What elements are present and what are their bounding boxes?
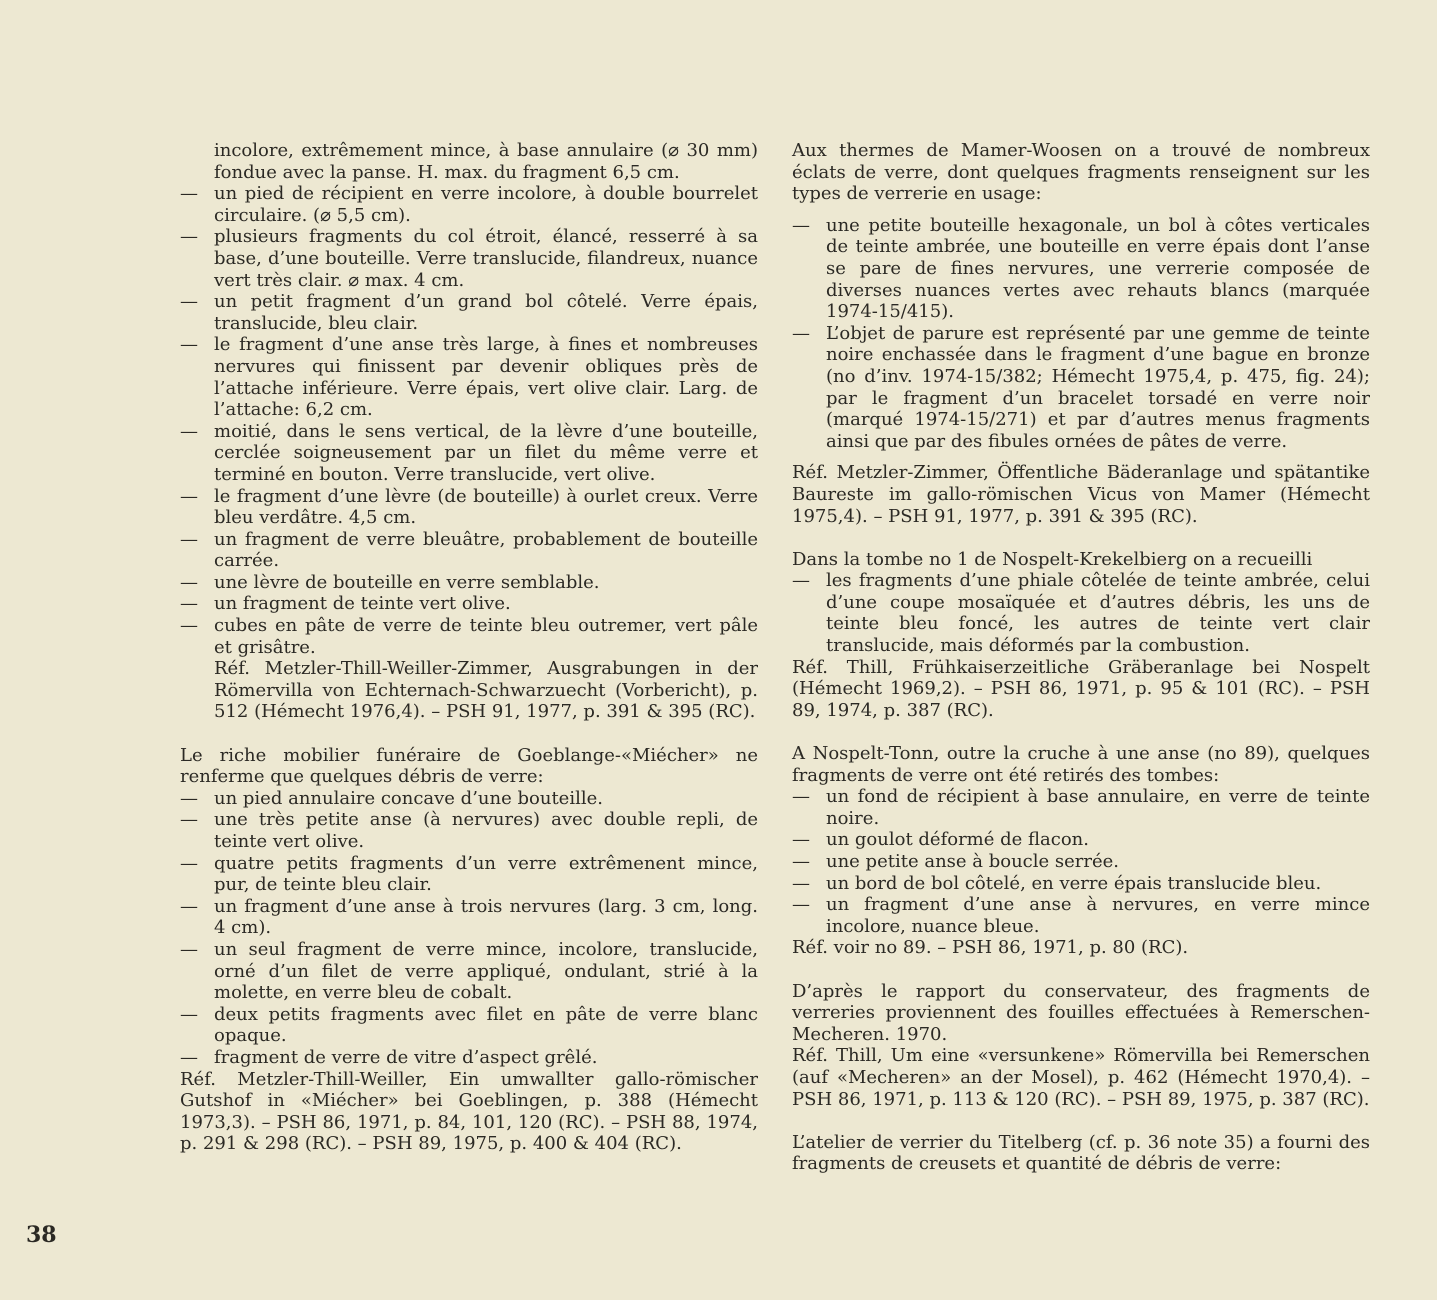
dash-marker: — <box>180 528 198 550</box>
paragraph-gap <box>792 1110 1370 1132</box>
list-item <box>180 615 758 658</box>
dash-marker: — <box>180 1046 198 1068</box>
dash-marker: — <box>792 322 810 344</box>
paragraph-gap <box>792 205 1370 215</box>
paragraph: Dans la tombe no 1 de Nospelt-Krekelbierg on a recueilli <box>792 548 1313 570</box>
list-item <box>792 829 1370 851</box>
continuation-text: incolore, extrêmement mince, à base annulaire (⌀ 30 mm) fondue avec la panse. H. max. du fragment 6,5 cm. <box>214 140 758 183</box>
list-item-text: L’objet de parure est représenté par une gemme de teinte noire enchassée dans le fragment d’une bague en bronze (no d’inv. 1974-15/382; Hémecht 1975,4, p. 475, fig. 24); par le fragment d’un bracelet torsadé en verre noir (marqué 1974-15/271) et par d’autres menus fragments ainsi que par des fibules ornées de pâtes de verre. <box>826 322 1370 452</box>
list-item-text: un fragment d’une anse à trois nervures (larg. 3 cm, long. 4 cm). <box>214 895 758 939</box>
list-item-text: plusieurs fragments du col étroit, élancé, resserré à sa base, d’une bouteille. Verre translucide, filandreux, nuance vert très clair. ⌀ max. 4 cm. <box>214 226 758 291</box>
list-item <box>180 226 758 291</box>
list-item-text: cubes en pâte de verre de teinte bleu outremer, vert pâle et grisâtre. <box>214 615 758 658</box>
list-item <box>180 334 758 420</box>
paragraph: Réf. Metzler-Thill-Weiller, Ein umwallter gallo-römischer Gutshof in «Miécher» bei Goeblingen, p. 388 (Hémecht 1973,3). – PSH 86, 1971, p. 84, 101, 120 (RC). – PSH 88, 1974, p. 291 & 298 (RC). – PSH 89, 1975, p. 400 & 404 (RC). <box>180 1068 758 1155</box>
dash-marker: — <box>180 420 198 442</box>
paragraph: Réf. voir no 89. – PSH 86, 1971, p. 80 (RC). <box>792 937 1189 959</box>
paragraph-gap <box>792 527 1370 549</box>
list-item-text: le fragment d’une lèvre (de bouteille) à ourlet creux. Verre bleu verdâtre. 4,5 cm. <box>214 485 758 529</box>
list-item <box>180 486 758 529</box>
dash-marker: — <box>180 485 198 507</box>
list-item <box>180 183 758 226</box>
list-item <box>792 873 1370 895</box>
list-item-text: une très petite anse (à nervures) avec double repli, de teinte vert olive. <box>214 809 758 852</box>
list-item-text: un fragment d’une anse à nervures, en verre mince incolore, nuance bleue. <box>826 894 1370 937</box>
list-item <box>180 593 758 615</box>
paragraph: Réf. Thill, Um eine «versunkene» Römervilla bei Remerschen (auf «Mecheren» an der Mosel), p. 462 (Hémecht 1970,4). – PSH 86, 1971, p. 113 & 120 (RC). – PSH 89, 1975, p. 387 (RC). <box>792 1045 1370 1110</box>
list-item <box>180 572 758 594</box>
list-item-text: un goulot déformé de flacon. <box>826 829 1089 851</box>
dash-marker: — <box>180 852 198 874</box>
list-item <box>180 529 758 572</box>
paragraph-gap <box>180 723 758 745</box>
dash-marker: — <box>180 334 198 356</box>
list-item-text: une petite bouteille hexagonale, un bol à côtes verticales de teinte ambrée, une bouteille en verre épais dont l’anse se pare de fines nervures, une verrerie composée de diverses nuances vertes avec rehauts blancs (marquée 1974-15/415). <box>826 214 1370 323</box>
dash-marker: — <box>180 809 198 831</box>
dash-marker: — <box>180 183 198 205</box>
list-item <box>180 1004 758 1047</box>
list-item-text: un pied annulaire concave d’une bouteille. <box>214 787 603 809</box>
dash-marker: — <box>792 872 810 894</box>
list-item-text: une petite anse à boucle serrée. <box>826 851 1120 872</box>
list-item <box>792 215 1370 323</box>
dash-marker: — <box>792 894 810 916</box>
dash-marker: — <box>180 226 198 248</box>
dash-marker: — <box>180 615 198 637</box>
paragraph: Réf. Metzler-Zimmer, Öffentliche Bäderanlage und spätantike Baureste im gallo-römischen Vicus von Mamer (Hémecht 1975,4). – PSH 91, 1977, p. 391 & 395 (RC). <box>792 462 1370 527</box>
dash-marker: — <box>180 1003 198 1025</box>
dash-marker: — <box>792 851 810 872</box>
dash-marker: — <box>792 786 810 808</box>
paragraph: L’atelier de verrier du Titelberg (cf. p. 36 note 35) a fourni des fragments de creusets et quantité de débris de verre: <box>792 1131 1370 1175</box>
dash-marker: — <box>792 214 810 236</box>
list-item <box>180 939 758 1004</box>
list-item-text: deux petits fragments avec filet en pâte de verre blanc opaque. <box>214 1003 758 1047</box>
list-item <box>180 788 758 810</box>
paragraph-gap <box>792 721 1370 743</box>
paragraph: Réf. Thill, Frühkaiserzeitliche Gräberanlage bei Nospelt (Hémecht 1969,2). – PSH 86, 1971, p. 95 & 101 (RC). – PSH 89, 1974, p. 387 (RC). <box>792 656 1370 721</box>
list-item-text: le fragment d’une anse très large, à fines et nombreuses nervures qui finissent par devenir obliques près de l’attache inférieure. Verre épais, vert olive clair. Larg. de l’attache: 6,2 cm. <box>214 334 758 421</box>
list-item-text: fragment de verre de vitre d’aspect grêlé. <box>214 1046 598 1068</box>
paragraph: D’après le rapport du conservateur, des fragments de verreries proviennent des fouilles effectuées à Remerschen-Mecheren. 1970. <box>792 980 1370 1045</box>
paragraph-gap <box>792 959 1370 981</box>
list-item-text: un seul fragment de verre mince, incolore, translucide, orné d’un filet de verre appliqué, ondulant, strié à la molette, en verre bleu de cobalt. <box>214 938 758 1004</box>
list-item <box>180 809 758 852</box>
dash-marker: — <box>180 593 198 615</box>
page-number: 38 <box>26 1222 57 1248</box>
left-column <box>180 140 758 1155</box>
list-item <box>792 570 1370 656</box>
list-item-text: les fragments d’une phiale côtelée de teinte ambrée, celui d’une coupe mosaïquée et d’autres débris, les uns de teinte bleu foncé, les autres de teinte vert clair translucide, mais déformés par la combustion. <box>826 570 1370 657</box>
list-item <box>792 851 1370 873</box>
continuation-text: Réf. Metzler-Thill-Weiller-Zimmer, Ausgrabungen in der Römervilla von Echternach-Schwarzuecht (Vorbericht), p. 512 (Hémecht 1976,4). – PSH 91, 1977, p. 391 & 395 (RC). <box>214 658 758 723</box>
list-item-text: quatre petits fragments d’un verre extrêmenent mince, pur, de teinte bleu clair. <box>214 852 758 896</box>
list-item <box>792 786 1370 829</box>
list-item <box>180 291 758 334</box>
list-item-text: un bord de bol côtelé, en verre épais translucide bleu. <box>826 872 1322 894</box>
list-item-text: un fragment de teinte vert olive. <box>214 593 511 615</box>
list-item-text: un pied de récipient en verre incolore, à double bourrelet circulaire. (⌀ 5,5 cm). <box>214 183 758 226</box>
list-item <box>180 853 758 896</box>
list-item-text: un fond de récipient à base annulaire, en verre de teinte noire. <box>826 786 1370 829</box>
paragraph-gap <box>792 452 1370 462</box>
dash-marker: — <box>180 895 198 917</box>
paragraph: Aux thermes de Mamer-Woosen on a trouvé de nombreux éclats de verre, dont quelques fragments renseignent sur les types de verrerie en usage: <box>792 140 1370 205</box>
paragraph: A Nospelt-Tonn, outre la cruche à une anse (no 89), quelques fragments de verre ont été retirés des tombes: <box>792 743 1370 786</box>
dash-marker: — <box>180 571 198 593</box>
list-item-text: un fragment de verre bleuâtre, probablement de bouteille carrée. <box>214 528 758 572</box>
dash-marker: — <box>792 570 810 592</box>
dash-marker: — <box>180 291 198 313</box>
right-column <box>792 140 1370 1175</box>
list-item-text: une lèvre de bouteille en verre semblable. <box>214 571 600 593</box>
list-item <box>180 421 758 486</box>
list-item <box>180 896 758 939</box>
dash-marker: — <box>792 829 810 851</box>
list-item <box>180 1047 758 1069</box>
list-item-text: moitié, dans le sens vertical, de la lèvre d’une bouteille, cerclée soigneusement par un filet du même verre et terminé en bouton. Verre translucide, vert olive. <box>214 420 758 485</box>
list-item-text: un petit fragment d’un grand bol côtelé. Verre épais, translucide, bleu clair. <box>214 291 758 334</box>
dash-marker: — <box>180 938 198 960</box>
dash-marker: — <box>180 787 198 809</box>
paragraph: Le riche mobilier funéraire de Goeblange-«Miécher» ne renferme que quelques débris de verre: <box>180 744 758 788</box>
list-item <box>792 323 1370 453</box>
list-item <box>792 894 1370 937</box>
